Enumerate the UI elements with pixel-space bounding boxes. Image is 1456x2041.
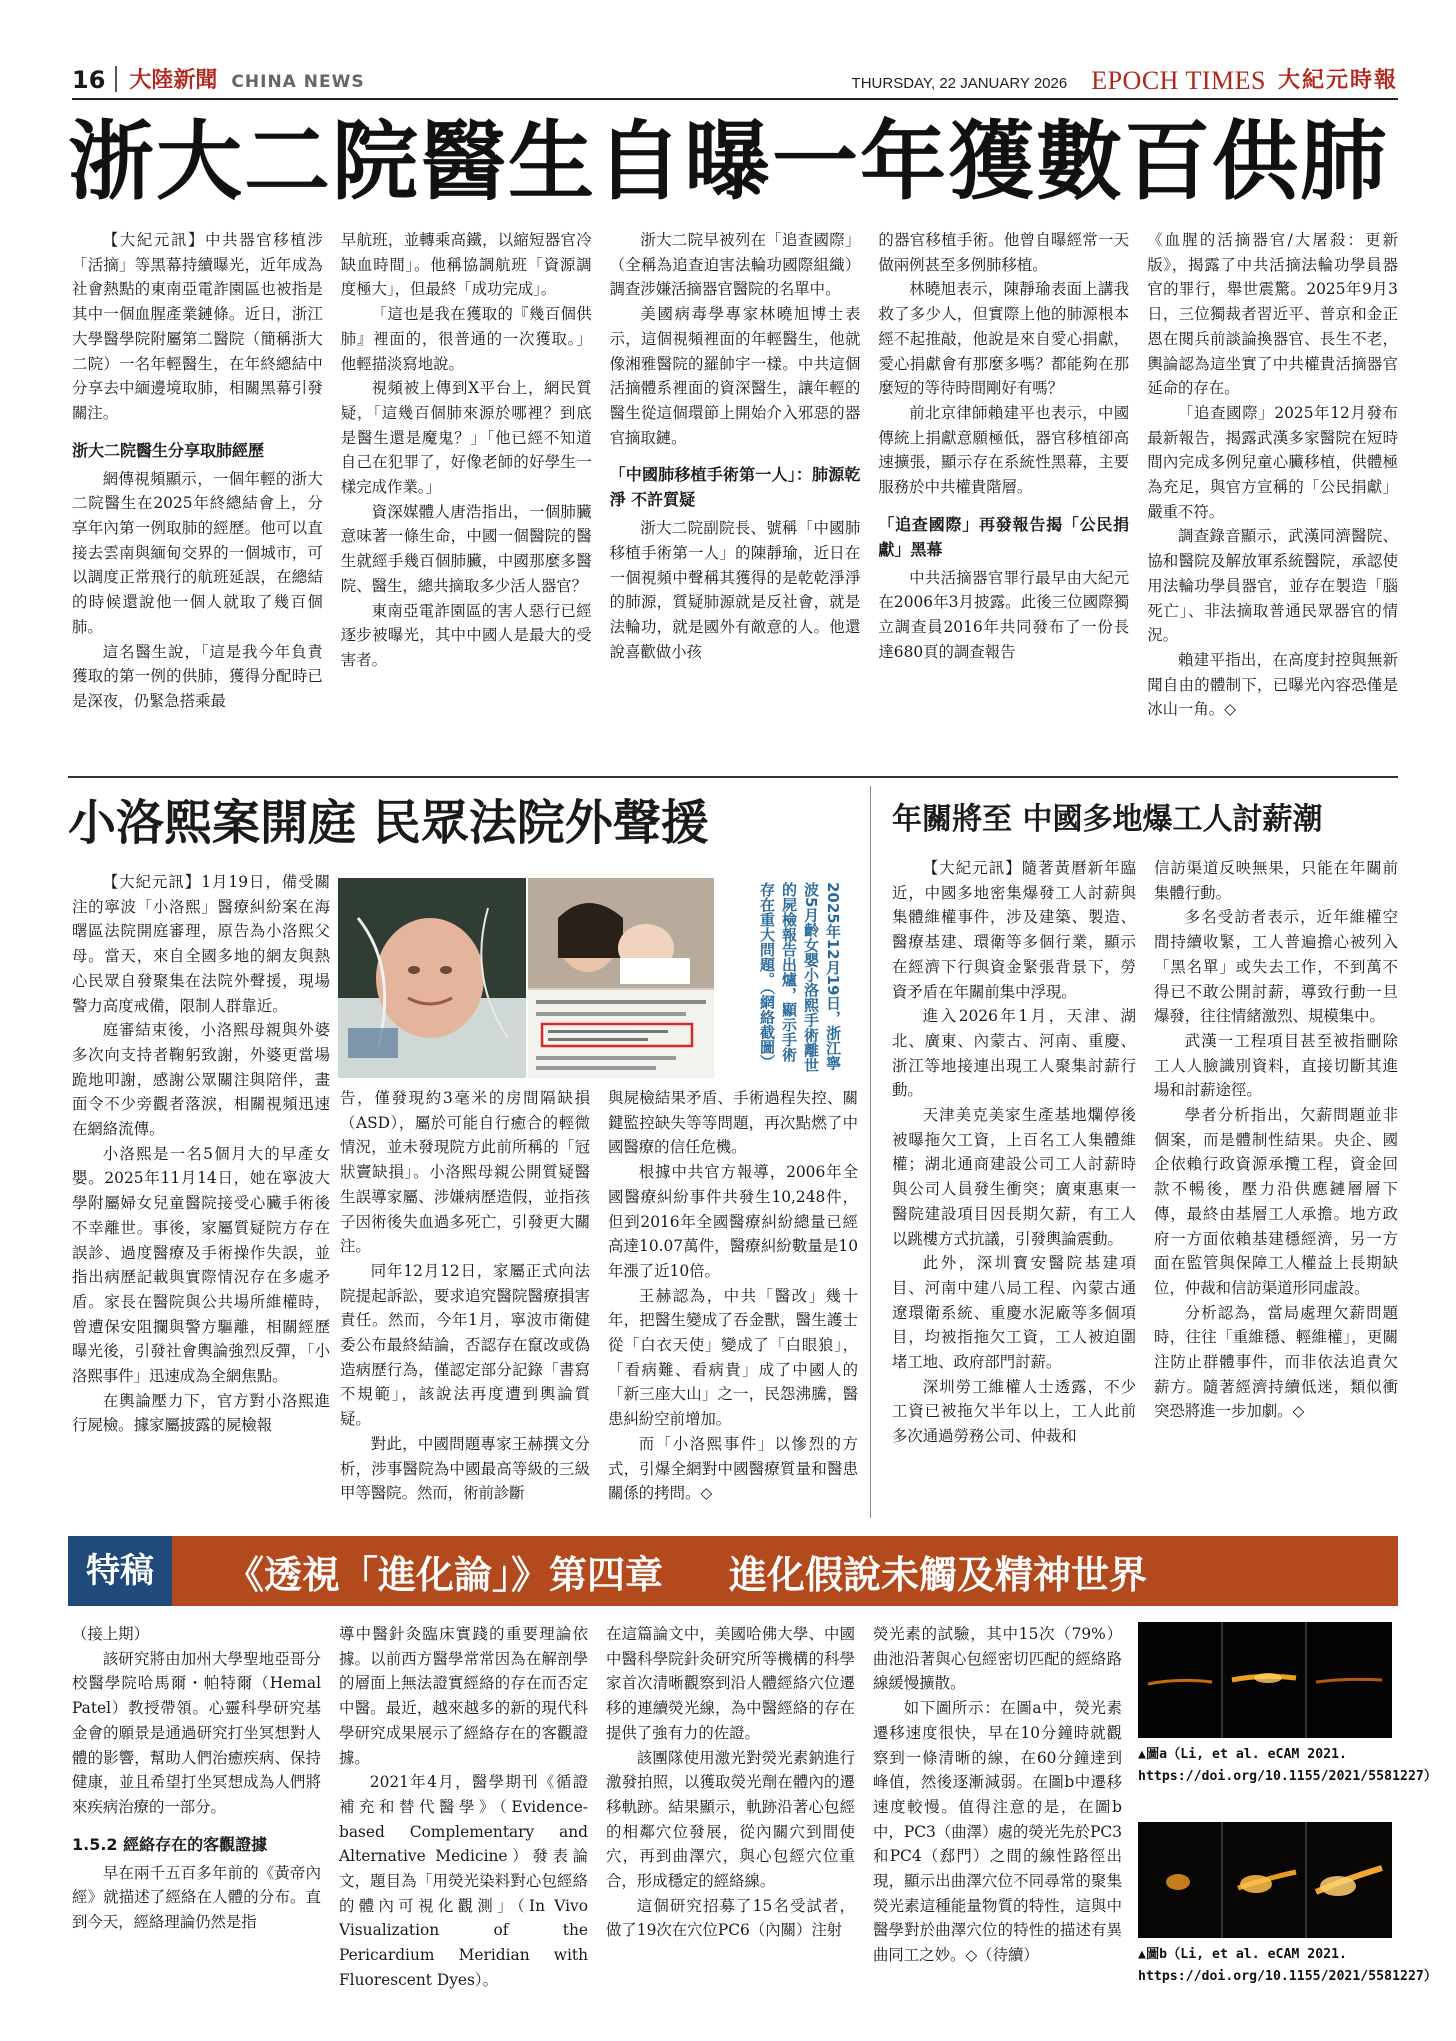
paragraph: 浙大二院早被列在「追查國際」（全稱為追查迫害法輪功國際組織）調查涉嫌活摘器官醫院的名單中。 xyxy=(609,231,861,299)
article1-column-5 xyxy=(1147,228,1398,763)
feature-column-1 xyxy=(72,1622,321,2026)
paragraph: 熒光素的試驗，其中15次（79%）曲池沿著與心包經密切匹配的經絡路線緩慢擴散。 xyxy=(873,1625,1122,1693)
feature-subhead: 1.5.2 經絡存在的客觀證據 xyxy=(72,1834,268,1854)
figure-a-caption: ▲圖a（Li, et al. eCAM 2021. https://doi.org/10.1155/2021/5581227） xyxy=(1138,1747,1438,1784)
paragraph: 的器官移植手術。他曾自曝經常一天做兩例甚至多例肺移植。 xyxy=(878,231,1130,274)
paragraph: 早航班，並轉乘高鐵，以縮短器官冷缺血時間」。他稱協調航班「資源調度極大」，但最終「成功完成」。 xyxy=(340,231,592,299)
section-title-zh: 大陸新聞 xyxy=(129,68,218,93)
paragraph: 此外，深圳寶安醫院基建項目、河南中建八局工程、內蒙古通遼環衛系統、重慶水泥廠等多個項目，均被指拖欠工資，工人被迫圍堵工地、政府部門討薪。 xyxy=(892,1254,1136,1372)
paragraph: 而「小洛熙事件」以慘烈的方式，引爆全網對中國醫療質量和醫患關係的拷問。◇ xyxy=(608,1434,858,1503)
figure-b xyxy=(1138,1822,1392,1938)
section-title-en: CHINA NEWS xyxy=(231,72,365,92)
paragraph: （接上期） xyxy=(72,1625,149,1643)
paragraph: 分析認為，當局處理欠薪問題時，往往「重維穩、輕維權」，更關注防止群體事件，而非依法追責欠薪方。隨著經濟持續低迷，類似衝突恐將進一步加劇。◇ xyxy=(1154,1303,1398,1421)
paragraph: 武漢一工程項目甚至被指刪除工人人臉識別資料，直接切斷其進場和討薪途徑。 xyxy=(1154,1031,1398,1100)
article1-body xyxy=(72,228,1398,763)
page-header xyxy=(72,64,1398,100)
mother-and-document-photo xyxy=(528,878,714,1078)
paragraph: 天津美克美家生產基地爛停後被曝拖欠工資，上百名工人集體維權；湖北通商建設公司工人討薪時與公司人員發生衝突；廣東惠東一醫院建設項目因長期欠薪，有工人以跳樓方式抗議，引發輿論震動。 xyxy=(892,1106,1136,1248)
infant-hospital-photo xyxy=(338,878,526,1078)
article1-column-4 xyxy=(878,228,1129,763)
paragraph: 信訪渠道反映無果，只能在年關前集體行動。 xyxy=(1154,859,1398,902)
section-divider xyxy=(68,776,1398,778)
article2-headline: 小洛熙案開庭 民眾法院外聲援 xyxy=(68,795,709,851)
paragraph: 多名受訪者表示，近年維權空間持續收緊，工人普遍擔心被列入「黑名單」或失去工作，不到萬不得已不敢公開討薪，導致行動一旦爆發，往往情緒激烈、規模集中。 xyxy=(1154,908,1398,1026)
newspaper-photo-infant-icon xyxy=(338,878,526,1078)
article3-body xyxy=(892,856,1398,1520)
fluorescence-figure-icon xyxy=(1138,1822,1392,1938)
paragraph: 東南亞電詐園區的害人惡行已經逐步被曝光，其中中國人是最大的受害者。 xyxy=(340,601,592,669)
article1-subhead-3: 「追查國際」再發報告揭「公民捐獻」黑幕 xyxy=(878,514,1130,559)
paragraph: 這名醫生說，「這是我今年負責獲取的第一例的供肺，獲得分配時已是深夜，仍緊急搭乘最 xyxy=(72,642,323,710)
article1-column-1 xyxy=(72,228,323,763)
paragraph: 早在兩千五百多年前的《黃帝內經》就描述了經絡在人體的分布。直到今天，經絡理論仍然是指 xyxy=(72,1863,321,1932)
paragraph: 根據中共官方報導，2006年全國醫療糾紛事件共發生10,248件，但到2016年全國醫療糾紛總量已經高達10.07萬件，醫療糾紛數量是10年漲了近10倍。 xyxy=(608,1163,858,1280)
feature-banner xyxy=(68,1536,1398,1606)
feature-subtitle: 進化假說未觸及精神世界 xyxy=(729,1552,1148,1597)
paragraph: 進入2026年1月，天津、湖北、廣東、內蒙古、河南、重慶、浙江等地接連出現工人聚集討薪行動。 xyxy=(892,1007,1136,1100)
article2-body-upper-left xyxy=(72,870,330,1520)
paragraph: 視頻被上傳到X平台上，網民質疑，「這幾百個肺來源於哪裡？到底是醫生還是魔鬼？」「他已經不知道自己在犯罪了，好像老師的好學生一樣完成作業。」 xyxy=(340,379,592,497)
figure-b-caption: ▲圖b（Li, et al. eCAM 2021. https://doi.org/10.1155/2021/5581227） xyxy=(1138,1947,1438,1984)
paragraph: 網傳視頻顯示，一個年輕的浙大二院醫生在2025年終總結會上，分享年內第一例取肺的經歷。他可以直接去雲南與緬甸交界的一個城市，可以調度正常飛行的航班延誤，在總結的時候還說他一個人就取了幾百個肺。 xyxy=(72,469,323,636)
paragraph: 在輿論壓力下，官方對小洛熙進行屍檢。據家屬披露的屍檢報 xyxy=(72,1391,330,1435)
paragraph: 中共活摘器官罪行最早由大紀元在2006年3月披露。此後三位國際獨立調查員2016年共同發布了一份長達680頁的調查報告 xyxy=(878,568,1130,661)
paragraph: 這個研究招募了15名受試者，做了19次在穴位PC6（內關）注射 xyxy=(606,1896,855,1940)
paragraph: 同年12月12日，家屬正式向法院提起訴訟，要求追究醫院醫療損害責任。然而，今年1月，寧波市衛健委公布最終結論，否認存在竄改或偽造病歷行為，僅認定部分記錄「書寫不規範」，該說法再度遭到輿論質疑。 xyxy=(340,1261,590,1429)
article3-column-1 xyxy=(892,856,1136,1520)
article1-subhead-1: 浙大二院醫生分享取肺經歷 xyxy=(72,440,265,460)
paragraph: 「這也是我在獲取的『幾百個供肺』裡面的，很普通的一次獲取。」他輕描淡寫地說。 xyxy=(340,305,592,373)
figure-a xyxy=(1138,1622,1392,1738)
paragraph: 該團隊使用激光對熒光素鈉進行激發拍照，以獲取熒光劑在體內的遷移軌跡。結果顯示，軌跡沿著心包經的相鄰穴位發展，從內關穴到間使穴，再到曲澤穴，與心包經穴位重合，形成穩定的經絡線。 xyxy=(606,1748,855,1891)
paragraph: 調查錄音顯示，武漢同濟醫院、協和醫院及解放軍系統醫院，承認使用法輪功學員器官，並存在製造「腦死亡」、非法摘取普通民眾器官的情況。 xyxy=(1147,527,1398,645)
photo-caption: 2025年12月19日，浙江寧波5月齡女嬰小洛熙手術離世的屍檢報告出爐，顯示手術存在重大問題。（網絡截圖） xyxy=(758,882,842,1073)
header-divider xyxy=(115,66,117,92)
paragraph: 與屍檢結果矛盾、手術過程失控、關鍵監控缺失等等問題，再次點燃了中國醫療的信任危機。 xyxy=(608,1089,858,1157)
article2-body-lower xyxy=(340,1086,858,1520)
paragraph: 對此，中國問題專家王赫撰文分析，涉事醫院為中國最高等級的三級甲等醫院。然而，術前診斷 xyxy=(340,1434,590,1503)
paragraph: 浙大二院副院長、號稱「中國肺移植手術第一人」的陳靜瑜，近日在一個視頻中聲稱其獲得的是乾乾淨淨的肺源，質疑肺源就是反社會，就是法輪功，就是國外有敵意的人。他還說喜歡做小孩 xyxy=(609,519,861,661)
feature-column-3 xyxy=(606,1622,855,2026)
paragraph: 導中醫針灸臨床實踐的重要理論依據。以前西方醫學常常因為在解剖學的層面上無法證實經絡的存在而否定中醫。最近，越來越多的新的現代科學研究成果展示了經絡存在的客觀證據。 xyxy=(339,1625,588,1767)
paragraph: 學者分析指出，欠薪問題並非個案，而是體制性結果。央企、國企依賴行政資源承攬工程，資金回款不暢後，壓力沿供應鏈層層下傳，最終由基層工人承擔。地方政府一方面依賴基建穩經濟，另一方面在監管與保障工人權益上長期缺位，仲裁和信訪渠道形同虛設。 xyxy=(1154,1106,1398,1297)
paragraph: 賴建平指出，在高度封控與無新聞自由的體制下，已曝光內容恐僅是冰山一角。◇ xyxy=(1147,650,1398,719)
paragraph: 資深媒體人唐浩指出，一個肺臟意味著一條生命，中國一個醫院的醫生就經手幾百個肺臟，中國那麼多醫院、醫生，總共摘取多少活人器官？ xyxy=(340,502,592,595)
article1-headline: 浙大二院醫生自曝一年獲數百供肺 xyxy=(68,112,1388,212)
paragraph: 林曉旭表示，陳靜瑜表面上講我救了多少人，但實際上他的肺源根本經不起推敲，他說是來自愛心捐獻，愛心捐獻會有那麼多嗎？都能夠在那麼短的等待時間剛好有嗎？ xyxy=(878,280,1130,398)
brand-logo-zh: 大紀元時報 xyxy=(1277,67,1398,93)
article1-column-3 xyxy=(610,228,861,763)
paragraph: 該研究將由加州大學聖地亞哥分校醫學院哈馬爾・帕特爾（Hemal Patel）教授帶領。心靈科學研究基金會的願景是通過研究打坐冥想對人體的影響，幫助人們治癒疾病、保持健康，並且希望打坐冥想成為人們將來疾病治療的一部分。 xyxy=(72,1649,321,1816)
paragraph: 在這篇論文中，美國哈佛大學、中國中醫科學院針灸研究所等機構的科學家首次清晰觀察到沿人體經絡穴位遷移的連續熒光線，為中醫經絡的存在提供了強有力的佐證。 xyxy=(606,1625,855,1742)
article1-subhead-2: 「中國肺移植手術第一人」：肺源乾淨 不許質疑 xyxy=(609,465,861,510)
brand-logo-en: EPOCH TIMES xyxy=(1091,66,1266,95)
paragraph: 如下圖所示：在圖a中，熒光素遷移速度很快，早在10分鐘時就觀察到一條清晰的線，在60分鐘達到峰值，然後逐漸減弱。在圖b中遷移速度較慢。值得注意的是，在圖b中，PC3（曲澤）處的熒光先於PC3和PC4（郄門）之間的線性路徑出現，顯示出曲澤穴位不同尋常的聚集熒光素這種能量物質的特性，這與中醫學對於曲澤穴位的特性的描述有異曲同工之妙。◇（待續） xyxy=(873,1699,1122,1965)
fluorescence-figure-icon xyxy=(1138,1622,1392,1738)
article1-column-2 xyxy=(341,228,592,763)
feature-column-4 xyxy=(873,1622,1122,2026)
article2-column-2 xyxy=(340,1086,590,1520)
article2-column-1 xyxy=(72,870,330,1520)
paragraph: 「追查國際」2025年12月發布最新報告，揭露武漢多家醫院在短時間內完成多例兒童心臟移植，供體極為充足，與官方宣稱的「公民捐獻」嚴重不符。 xyxy=(1147,403,1398,521)
feature-body xyxy=(72,1622,1122,2026)
paragraph: 小洛熙是一名5個月大的早產女嬰。2025年11月14日，她在寧波大學附屬婦女兒童醫院接受心臟手術後不幸離世。事後，家屬質疑院方存在誤診、過度醫療及手術操作失誤，並指出病歷記載與實際情況存在多處矛盾。家長在醫院與公共場所維權時，曾遭保安阻攔與警方驅離，相關經歷曝光後，引發社會輿論強烈反彈，「小洛熙事件」迅速成為全網焦點。 xyxy=(72,1144,330,1386)
paragraph: 《血腥的活摘器官/大屠殺：更新版》，揭露了中共活摘法輪功學員器官的罪行，舉世震驚。2025年9月3日，三位獨裁者習近平、普京和金正恩在閱兵前談論換器官、長生不老，輿論認為這坐實了中共權貴活摘器官延命的存在。 xyxy=(1147,231,1398,398)
paragraph: 美國病毒學專家林曉旭博士表示，這個視頻裡面的年輕醫生，他就像湘雅醫院的羅帥宇一樣。中共這個活摘體系裡面的資深醫生，讓年輕的醫生從這個環節上開始介入邪惡的器官摘取鏈。 xyxy=(609,305,861,447)
paragraph: 庭審結束後，小洛熙母親與外婆多次向支持者鞠躬致謝，外婆更當場跪地叩謝，感謝公眾關注與陪伴，畫面令不少旁觀者落淚，相關視頻迅速在網絡流傳。 xyxy=(72,1021,330,1139)
page-number: 16 xyxy=(72,66,106,94)
paragraph: 深圳勞工維權人士透露，不少工資已被拖欠半年以上，工人此前多次通過勞務公司、仲裁和 xyxy=(892,1377,1136,1446)
newspaper-photo-mother-icon xyxy=(528,878,714,1078)
article2-column-3 xyxy=(608,1086,858,1520)
feature-column-2 xyxy=(339,1622,588,2026)
paragraph: 王赫認為，中共「醫改」幾十年，把醫生變成了吞金獸，醫生護士從「白衣天使」變成了「白眼狼」，「看病難、看病貴」成了中國人的「新三座大山」之一，民怨沸騰，醫患糾紛空前增加。 xyxy=(608,1286,858,1429)
paragraph: 前北京律師賴建平也表示，中國傳統上捐獻意願極低，器官移植卻高速擴張，顯示存在系統性黑幕，主要服務於中共權貴階層。 xyxy=(878,403,1130,497)
paragraph: 【大紀元訊】隨著黃曆新年臨近，中國多地密集爆發工人討薪與集體維權事件，涉及建築、製造、醫療基建、環衛等多個行業，顯示在經濟下行與資金緊張背景下，勞資矛盾在年關前集中浮現。 xyxy=(892,859,1136,1001)
feature-tag: 特稿 xyxy=(68,1536,172,1606)
paragraph: 【大紀元訊】1月19日，備受關注的寧波「小洛熙」醫療糾紛案在海曙區法院開庭審理，原告為小洛熙父母。當天，來自全國多地的網友與熱心民眾自發聚集在法院外聲援，現場警力高度戒備，限制人群靠近。 xyxy=(72,873,330,1015)
paragraph: 【大紀元訊】中共器官移植涉「活摘」等黑幕持續曝光，近年成為社會熱點的東南亞電詐園區也被指是其中一個血腥產業鏈條。近日，浙江大學醫學院附屬第二醫院（簡稱浙大二院）一名年輕醫生，在年終總結中分享去中緬邊境取肺，相關黑幕引發關注。 xyxy=(72,231,323,422)
article3-headline: 年關將至 中國多地爆工人討薪潮 xyxy=(892,802,1323,837)
paragraph: 告，僅發現約3毫米的房間隔缺損（ASD），屬於可能自行癒合的輕微情況，並未發現院方此前所稱的「冠狀竇缺損」。小洛熙母親公開質疑醫生誤導家屬、涉嫌病歷造假，並指孩子因術後失血過多死亡，引發更大關注。 xyxy=(340,1089,590,1256)
issue-date: THURSDAY, 22 JANUARY 2026 xyxy=(851,75,1068,92)
column-divider xyxy=(870,786,871,1518)
article3-column-2 xyxy=(1154,856,1398,1520)
feature-title: 《透視「進化論」》第四章 xyxy=(226,1552,664,1597)
paragraph: 2021年4月，醫學期刊《循證補充和替代醫學》（Evidence-based Complementary and Alternative Medicine）發表論文，題目為「用熒光染料對心包經絡的體內可視化觀測」（In Vivo Visualization of the Pericardium Meridian with Fluorescent Dyes）。 xyxy=(339,1773,588,1989)
